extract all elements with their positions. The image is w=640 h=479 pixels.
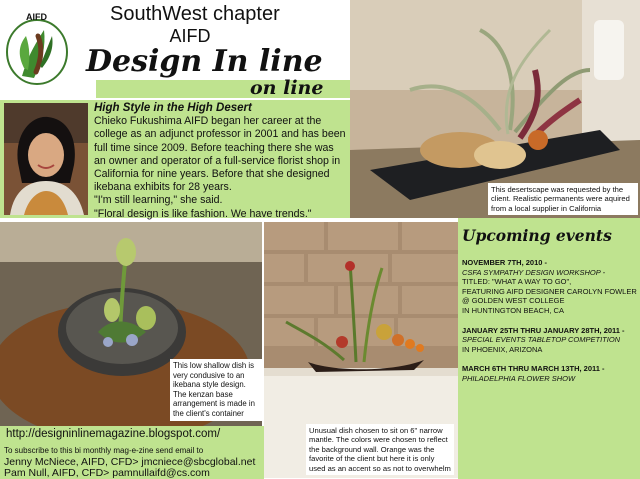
article-text	[94, 102, 348, 221]
portrait-photo	[4, 103, 88, 215]
event-date: MARCH 6TH THRU MARCH 13TH, 2011 -	[462, 364, 605, 374]
chapter-name: SouthWest chapter	[110, 3, 280, 25]
event-date: JANUARY 25TH THRU JANUARY 28TH, 2011 -	[462, 325, 625, 335]
events-list	[462, 258, 638, 394]
caption-mantle-arrangement: Unusual dish chosen to sit on 6" narrow mantle. The colors were chosen to reflect the background wall. Orange was the favorite of the client but here it is only used as an accent so as not to overwhelm	[306, 424, 454, 475]
magazine-title: Design In line	[86, 44, 323, 79]
contact-jenny[interactable]: Jenny McNiece, AIFD, CFD> jmcniece@sbcglobal.net	[4, 456, 256, 468]
event-detail: TITLED: "WHAT A WAY TO GO",	[462, 277, 572, 287]
magazine-subtitle: on line	[250, 77, 324, 99]
event-item	[462, 326, 638, 355]
event-title: PHILADELPHIA FLOWER SHOW	[462, 373, 576, 383]
event-detail: IN HUNTINGTON BEACH, CA	[462, 305, 564, 315]
event-detail: IN PHOENIX, ARIZONA	[462, 344, 543, 354]
article-title: High Style in the High Desert	[94, 102, 252, 114]
subscribe-text: To subscribe to this bi monthly mag-e-zine send email to	[4, 446, 204, 455]
caption-desertscape: This desertscape was requested by the client. Realistic permanents were aquired from a local supplier in California	[488, 183, 638, 215]
blog-url-link[interactable]: http://designinlinemagazine.blogspot.com/	[6, 428, 221, 440]
event-item	[462, 258, 638, 316]
event-title: CSFA SYMPATHY DESIGN WORKSHOP -	[462, 267, 606, 277]
logo-text: AIFD	[26, 12, 47, 22]
aifd-logo	[4, 6, 70, 92]
event-detail: FEATURING AIFD DESIGNER CAROLYN FOWLER @ GOLDEN WEST COLLEGE	[462, 286, 637, 306]
event-title: SPECIAL EVENTS TABLETOP COMPETITION	[462, 335, 621, 345]
events-heading: Upcoming events	[462, 226, 612, 245]
contact-pam[interactable]: Pam Null, AIFD, CFD> pamnullaifd@cs.com	[4, 467, 210, 479]
article-body: Chieko Fukushima AIFD began her career at the college as an adjunct professor in 2001 and has been full time since 2009. Before teaching there she was an owner and operator of a full-service florist shop in California for nine years. Before that she designed ikebana exhibits for 28 years.	[94, 115, 346, 194]
event-date: NOVEMBER 7TH, 2010 -	[462, 258, 548, 267]
caption-ikebana-dish: This low shallow dish is very condusive to an ikebana style design. The kenzan base arrangement is made in the client's container	[170, 359, 262, 421]
chapter-org: AIFD	[169, 26, 211, 46]
event-item	[462, 364, 638, 383]
article-quote-1: "I'm still learning," she said.	[94, 194, 223, 207]
article-quote-2: "Floral design is like fashion. We have trends."	[94, 207, 312, 220]
